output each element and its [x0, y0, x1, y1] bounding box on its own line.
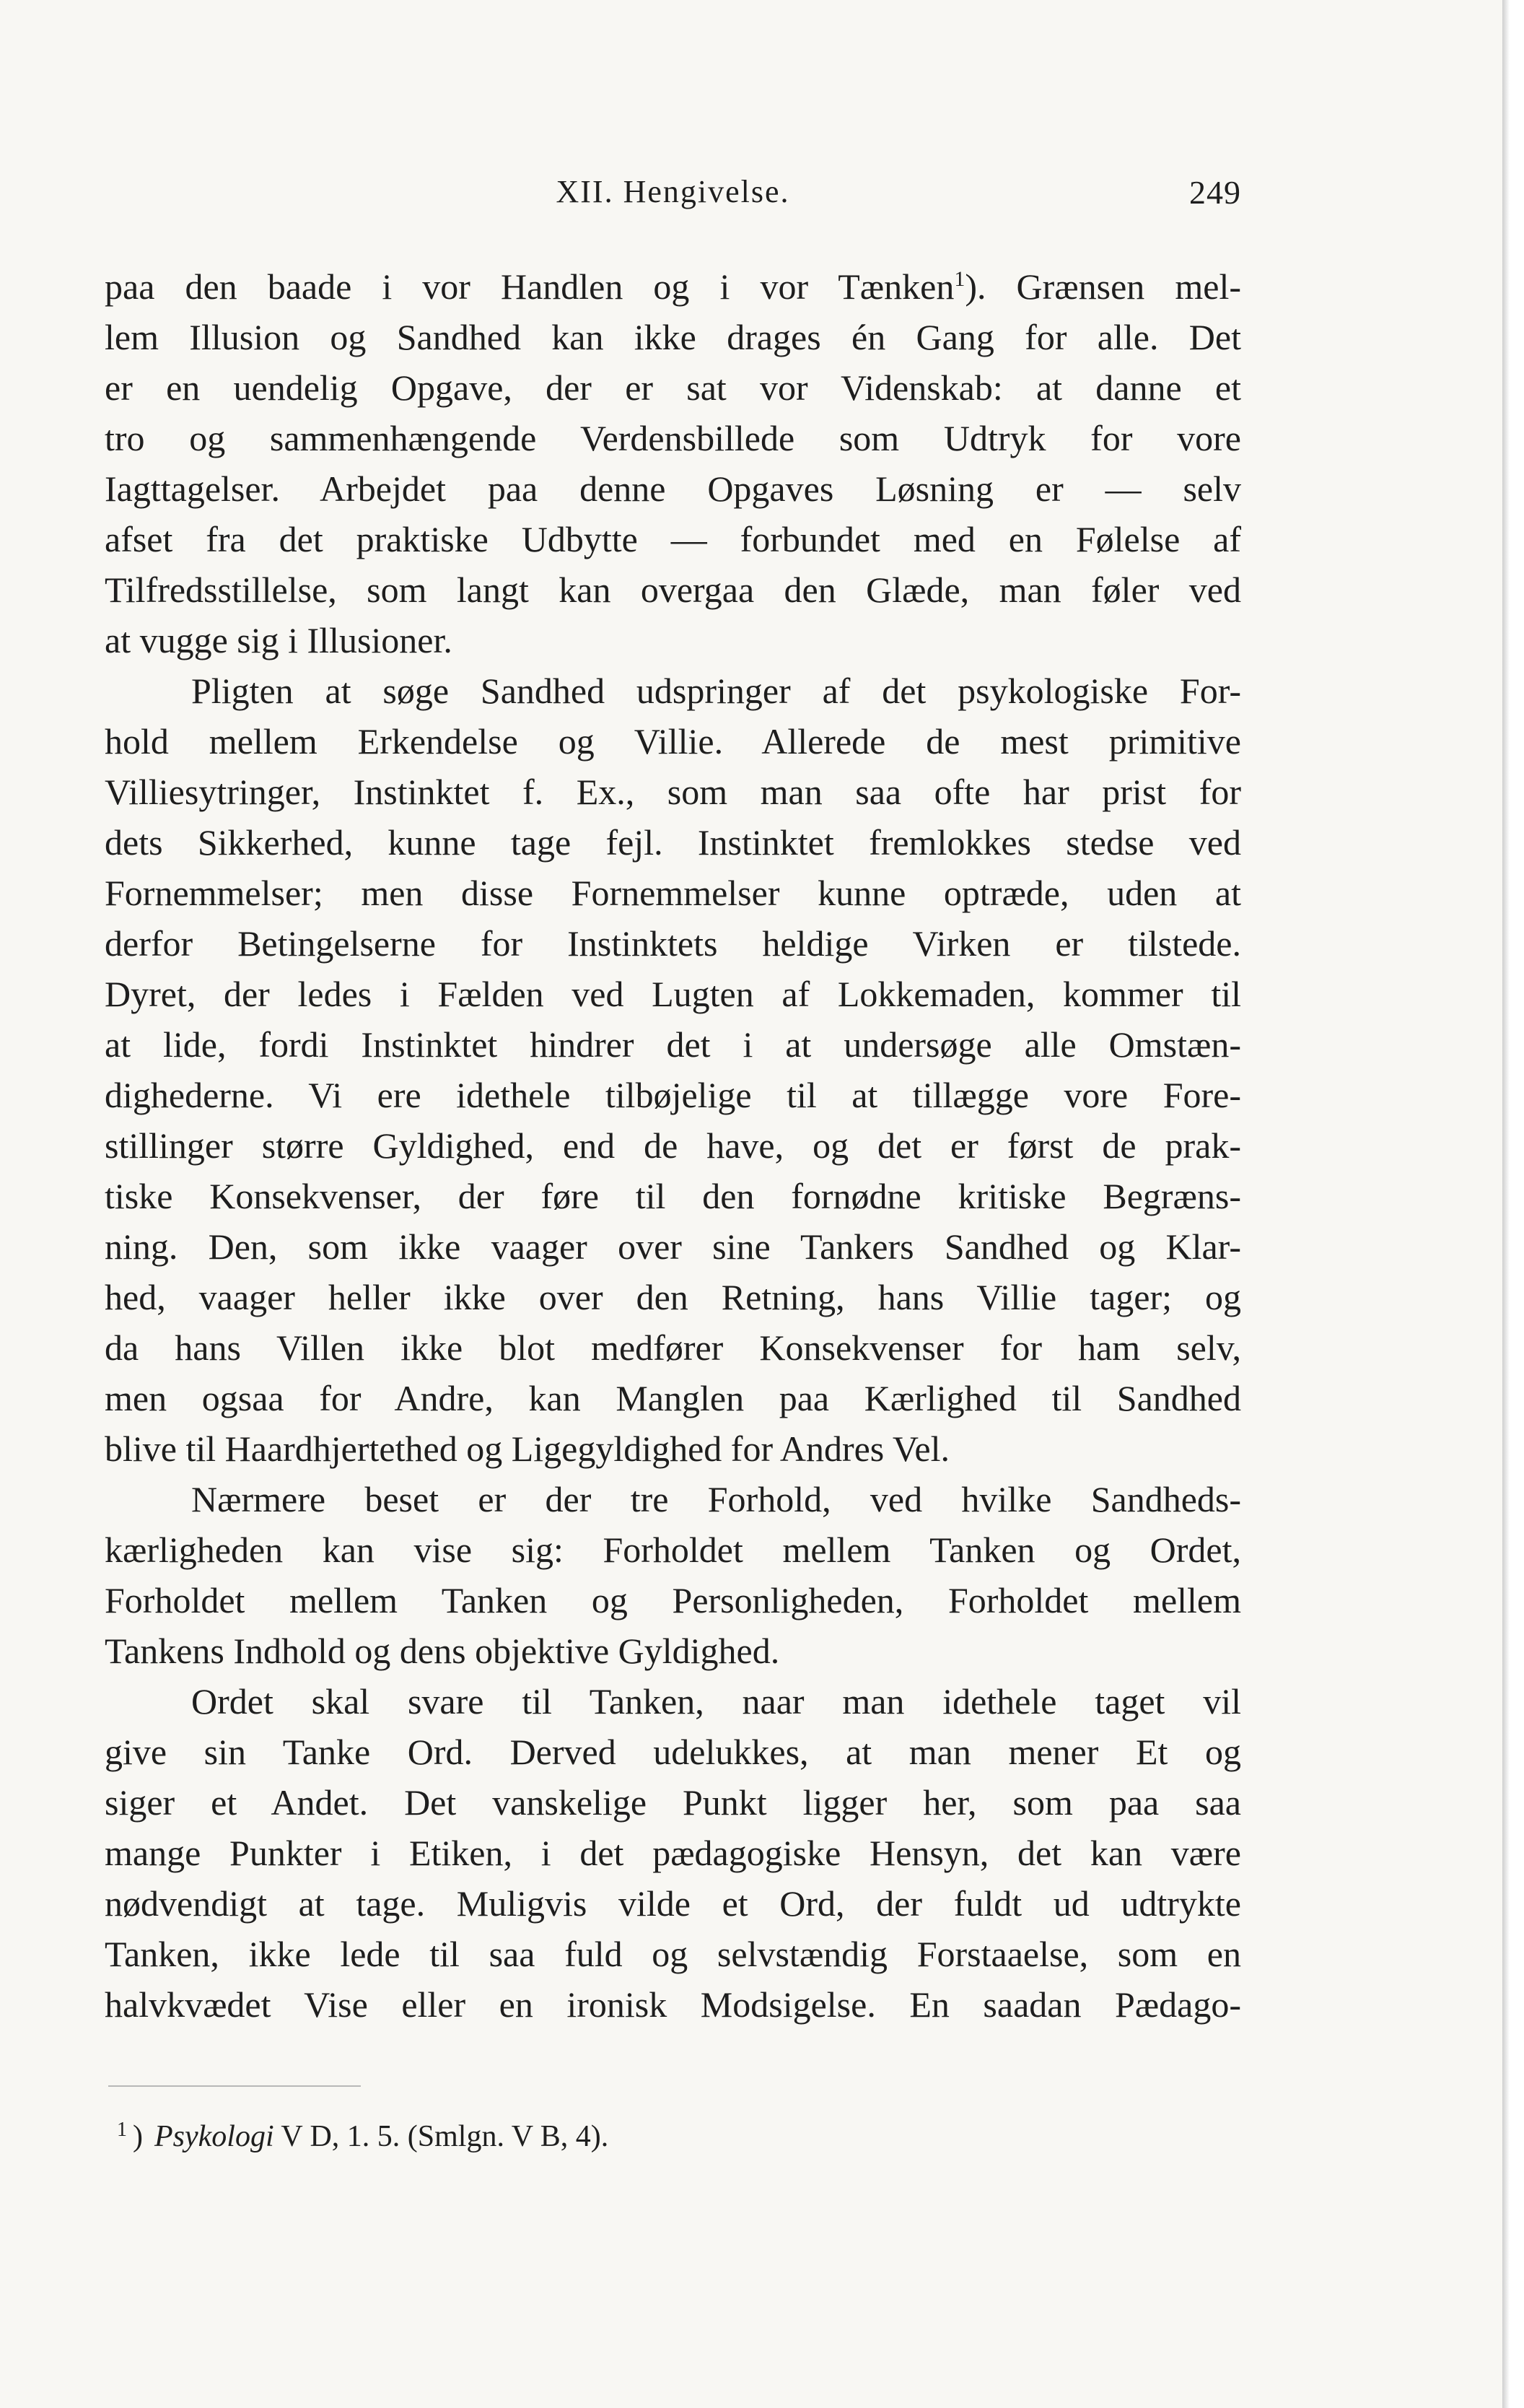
text-line: hed, vaager heller ikke over den Retning, hans Villie tager; og — [105, 1277, 1241, 1317]
text-line: hold mellem Erkendelse og Villie. Allerede de mest primitive — [105, 721, 1241, 762]
running-head: XII. Hengivelse. — [556, 174, 790, 209]
text-line: mange Punkter i Etiken, i det pædagogiske Hensyn, det kan være — [105, 1833, 1241, 1873]
text-line: at vugge sig i Illusioner. — [105, 620, 452, 660]
text-line: Tanken, ikke lede til saa fuld og selvstændig Forstaaelse, som en — [105, 1934, 1241, 1974]
text-line: lem Illusion og Sandhed kan ikke drages én Gang for alle. Det — [105, 317, 1241, 357]
footnote-reference[interactable]: 1 — [954, 267, 965, 291]
text-line: Tankens Indhold og dens objektive Gyldighed. — [105, 1631, 780, 1671]
text-line: give sin Tanke Ord. Derved udelukkes, at man mener Et og — [105, 1732, 1241, 1772]
text-line: at lide, fordi Instinktet hindrer det i at undersøge alle Omstæn- — [105, 1024, 1241, 1065]
text-line: tiske Konsekvenser, der føre til den fornødne kritiske Begræns- — [105, 1176, 1241, 1216]
text-fragment: paa den baade i vor Handlen og i vor Tænken — [105, 266, 955, 307]
page-number: 249 — [1189, 174, 1241, 211]
text-line: tro og sammenhængende Verdensbillede som Udtryk for vore — [105, 418, 1241, 458]
paragraph-start: Ordet skal svare til Tanken, naar man idethele taget vil — [191, 1681, 1241, 1722]
text-line: ning. Den, som ikke vaager over sine Tankers Sandhed og Klar- — [105, 1226, 1241, 1267]
text-line: siger et Andet. Det vanskelige Punkt ligger her, som paa saa — [105, 1782, 1241, 1823]
page-header — [105, 173, 1241, 224]
paragraph-start: Nærmere beset er der tre Forhold, ved hvilke Sandheds- — [191, 1479, 1241, 1519]
footnote — [117, 2115, 608, 2158]
text-line: nødvendigt at tage. Muligvis vilde et Ord, der fuldt ud udtrykte — [105, 1883, 1241, 1924]
footnote-reference-text: V D, 1. 5. (Smlgn. V B, 4). — [273, 2120, 609, 2153]
footnote-paren: ) — [133, 2120, 143, 2153]
text-line: Forholdet mellem Tanken og Personligheden, Forholdet mellem — [105, 1580, 1241, 1620]
text-line: er en uendelig Opgave, der er sat vor Videnskab: at danne et — [105, 367, 1241, 408]
text-line: derfor Betingelserne for Instinktets heldige Virken er tilstede. — [105, 923, 1241, 964]
text-fragment: ). Grænsen mel- — [965, 266, 1241, 307]
text-line: men ogsaa for Andre, kan Manglen paa Kærlighed til Sandhed — [105, 1378, 1241, 1418]
text-line: afset fra det praktiske Udbytte — forbundet med en Følelse af — [105, 519, 1241, 559]
footnote-marker: 1 — [117, 2119, 127, 2141]
text-line: kærligheden kan vise sig: Forholdet mellem Tanken og Ordet, — [105, 1530, 1241, 1570]
paragraph-start: Pligten at søge Sandhed udspringer af det psykologiske For- — [191, 671, 1241, 711]
text-line: Fornemmelser; men disse Fornemmelser kunne optræde, uden at — [105, 873, 1241, 913]
page-edge — [1502, 0, 1524, 2408]
text-line: da hans Villen ikke blot medfører Konsekvenser for ham selv, — [105, 1327, 1241, 1368]
text-line: stillinger større Gyldighed, end de have, og det er først de prak- — [105, 1125, 1241, 1166]
footnote-work-title: Psykologi — [154, 2120, 274, 2153]
text-line: halvkvædet Vise eller en ironisk Modsigelse. En saadan Pædago- — [105, 1984, 1241, 2025]
body-text — [105, 261, 1241, 2030]
footnote-divider — [108, 2085, 361, 2087]
text-line: Tilfredsstillelse, som langt kan overgaa den Glæde, man føler ved — [105, 570, 1241, 610]
text-line: Dyret, der ledes i Fælden ved Lugten af Lokkemaden, kommer til — [105, 974, 1241, 1014]
text-line: dighederne. Vi ere idethele tilbøjelige til at tillægge vore Fore- — [105, 1075, 1241, 1115]
text-line — [105, 261, 1241, 312]
text-line: blive til Haardhjertethed og Ligegyldighed for Andres Vel. — [105, 1428, 950, 1469]
text-line: Villiesytringer, Instinktet f. Ex., som man saa ofte har prist for — [105, 772, 1241, 812]
text-line: Iagttagelser. Arbejdet paa denne Opgaves Løsning er — selv — [105, 468, 1241, 509]
text-line: dets Sikkerhed, kunne tage fejl. Instinktet fremlokkes stedse ved — [105, 822, 1241, 863]
